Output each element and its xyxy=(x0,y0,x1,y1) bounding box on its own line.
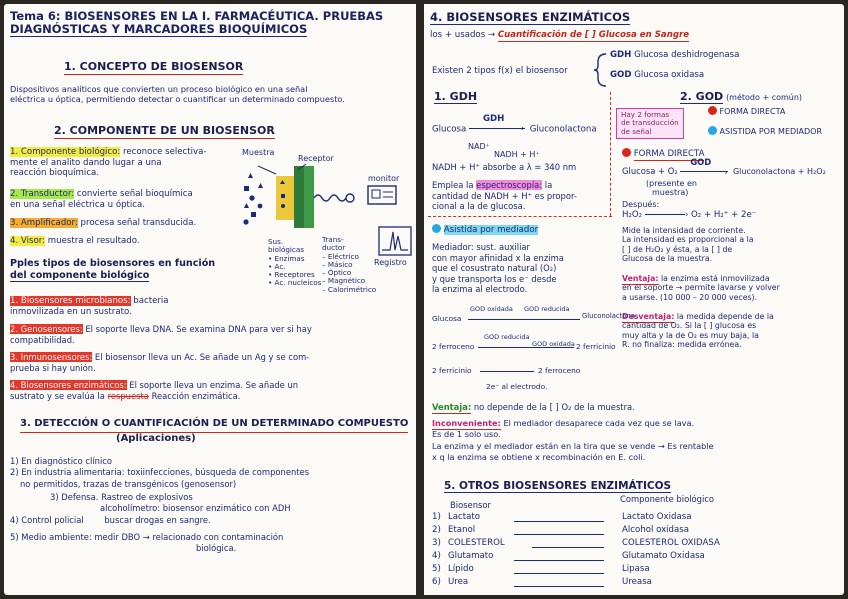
brace-icon xyxy=(592,52,608,88)
s5-table xyxy=(432,512,832,590)
title-line-1: Tema 6: BIOSENSORES EN LA I. FARMACÉUTICA. PRUEBAS xyxy=(10,9,384,23)
types-intro: Existen 2 tipos f(x) el biosensor xyxy=(432,66,568,76)
table-row: 2) Etanol Alcohol oxidasa xyxy=(432,525,690,535)
type-god: GOD Glucosa oxidasa xyxy=(610,70,705,80)
application-1: 1) En diagnóstico clínico xyxy=(10,456,113,466)
forma-directa-presente: (presente en muestra) xyxy=(646,179,697,197)
table-row: 4) Glutamato Glutamato Oxidasa xyxy=(432,551,705,561)
transduction-forms-box: Hay 2 formas de transducción de señal xyxy=(616,108,684,139)
gdh-cofactor-nadh: NADH + H⁺ xyxy=(494,150,540,159)
type-1: 1. Biosensores microbianos: bacteria inmovilizada en un sustrato. xyxy=(10,296,169,317)
diagram-label-monitor: monitor xyxy=(368,174,400,183)
component-2-tag: 2. Transductor: xyxy=(10,189,75,199)
gdh-reaction: Glucosa GDH › Gluconolactona xyxy=(432,114,597,135)
type-4-tag: 4. Biosensores enzimáticos: xyxy=(10,380,127,390)
application-5: 5) Medio ambiente: medir DBO → relacionado con contaminación xyxy=(10,532,284,543)
table-row: 5) Lípido Lipasa xyxy=(432,564,650,574)
forma-directa-h2o2-reaction: H₂O₂ › O₂ + H₂⁺ + 2e⁻ xyxy=(622,210,757,220)
forma-directa-reaction: Glucosa + O₂ GOD › Gluconolactona + H₂O₂ xyxy=(622,156,826,177)
connection-wire xyxy=(314,195,346,201)
types-heading: Pples tipos de biosensores en función del componente biológico xyxy=(10,258,216,281)
forma-directa-ventaja: Ventaja: la enzima está inmovilizada en el soporte → permite lavarse y volver a usarse. (10 000 – 20 000 veces). xyxy=(622,274,780,302)
forma-directa-desventaja: Desventaja: la medida depende de la cantidad de O₂. Si la [ ] glucosa es muy alta y la de O₂ es muy baja, la R. no finaliza: medida errónea. xyxy=(622,312,774,350)
type-4: 4. Biosensores enzimáticos: El soporte lleva un enzima. Se añade un sustrato y se evalúa la respuesta Reacción enzimática. xyxy=(10,380,299,401)
component-3-tag: 3. Amplificador: xyxy=(10,218,78,228)
asistida-mediador: Mediador: sust. auxiliar con mayor afinidad x la enzima que el cosustrato natural (O₂) y que transporta los e⁻ desde la enzima al electrodo. xyxy=(432,242,564,294)
option-forma-directa: FORMA DIRECTA xyxy=(708,106,785,117)
component-2: 2. Transductor: convierte señal bioquímica en una señal eléctrica u óptica. xyxy=(10,189,193,210)
section-1-body xyxy=(10,84,410,105)
blue-dot-icon xyxy=(708,126,717,135)
gdh-heading: 1. GDH xyxy=(434,90,478,103)
gdh-cofactor-nad: NAD⁺ xyxy=(468,142,490,151)
section-5-heading: 5. OTROS BIOSENSORES ENZIMÁTICOS xyxy=(444,480,672,492)
type-3: 3. Inmunosensores: El biosensor lleva un Ac. Se añade un Ag y se com- prueba si hay unión. xyxy=(10,352,310,373)
diagram-label-muestra: Muestra xyxy=(242,148,275,157)
section-3-heading: 3. DETECCIÓN O CUANTIFICACIÓN DE UN DETERMINADO COMPUESTO (Aplicaciones) xyxy=(20,418,409,444)
right-page xyxy=(424,4,844,595)
title-line-2: DIAGNÓSTICAS Y MARCADORES BIOQUÍMICOS xyxy=(10,22,308,37)
biosensor-diagram xyxy=(240,148,412,294)
asistida-ventaja: Ventaja: no depende de la [ ] O₂ de la muestra. xyxy=(432,402,635,412)
left-page xyxy=(4,4,416,595)
s1-line-2: eléctrica u óptica, permitiendo detectar o cuantificar un determinado compuesto. xyxy=(10,94,345,105)
asistida-reactions: Glucosa GOD oxidada GOD reducida Gluconolactona 2 ferroceno GOD reducida GOD oxidada 2 ferricinio 2 ferricinio 2 ferroceno 2e⁻ al electrodo. xyxy=(432,305,635,391)
registro-graph-icon xyxy=(378,226,412,256)
diagram-label-receptor: Receptor xyxy=(298,154,334,163)
page-title xyxy=(10,10,410,37)
gdh-absorbe: NADH + H⁺ absorbe a λ = 340 nm xyxy=(432,162,577,172)
table-row: 3) COLESTEROL COLESTEROL OXIDASA xyxy=(432,538,720,548)
application-3: 3) Defensa. Rastreo de explosivos xyxy=(50,492,193,503)
component-4-tag: 4. Visor: xyxy=(10,236,46,246)
type-2: 2. Genosensores: El soporte lleva DNA. Se examina DNA para ver si hay compatibilidad. xyxy=(10,324,312,345)
dashed-divider-horizontal xyxy=(428,216,612,217)
s5-column-componente: Componente biológico xyxy=(620,494,715,504)
biosensor-schematic xyxy=(240,156,412,236)
forma-directa-mide: Mide la intensidad de corriente. La intensidad es proporcional a la [ ] de H₂O₂ y ésta, a la [ ] de Glucosa de la muestra. xyxy=(622,226,754,264)
diagram-transductor-list: Trans- ductor – Eléctrico – Másico – Óptico – Magnético – Calorimétrico xyxy=(322,235,377,294)
applications-list: 1) En diagnóstico clínico 2) En industria alimentaria: toxiinfecciones, búsqueda de componentes no permitidos, trazas de transgénicos (genosensor) 3) Defensa. Rastreo de explosivos alcoholímetro: biosensor enzimático con ADH 4) Control policial buscar drogas en sangre. 5) Medio ambiente: medir DBO → relacionado con contaminación biológica. xyxy=(10,456,310,554)
forma-directa-despues: Después: xyxy=(622,200,660,209)
type-gdh: GDH Glucosa deshidrogenasa xyxy=(610,50,740,60)
option-asistida: ASISTIDA POR MEDIADOR xyxy=(708,126,822,137)
component-1-tag: 1. Componente biológico: xyxy=(10,147,121,157)
forma-directa-heading: FORMA DIRECTA xyxy=(622,148,704,160)
application-4: 4) Control policial xyxy=(10,514,84,525)
section-1-heading: 1. CONCEPTO DE BIOSENSOR xyxy=(64,60,244,73)
sample-particles xyxy=(243,173,263,225)
transductor-layer xyxy=(294,166,304,228)
component-3: 3. Amplificador: procesa señal transducida. xyxy=(10,218,197,228)
diagram-label-registro: Registro xyxy=(374,258,407,267)
table-row: 1) Lactato Lactato Oxidasa xyxy=(432,512,692,522)
red-dot-icon xyxy=(708,106,717,115)
type-1-tag: 1. Biosensores microbianos: xyxy=(10,296,131,306)
table-row: 6) Urea Ureasa xyxy=(432,577,652,587)
application-2: 2) En industria alimentaria: toxiinfecciones, búsqueda de componentes xyxy=(10,467,310,478)
section-4-heading: 4. BIOSENSORES ENZIMÁTICOS xyxy=(430,10,631,24)
component-4: 4. Visor: muestra el resultado. xyxy=(10,236,140,246)
type-2-tag: 2. Genosensores: xyxy=(10,324,83,334)
type-3-tag: 3. Inmunosensores: xyxy=(10,352,93,362)
section-4-subtitle: los + usados → Cuantificación de [ ] Glucosa en Sangre xyxy=(430,30,690,40)
god-heading: 2. GOD (método + común) xyxy=(680,90,803,103)
diagram-receptor-list: Sus. biológicas • Enzimas • Ac. • Receptores • Ac. nucleicos xyxy=(268,237,322,288)
asistida-heading: Asistida por mediador xyxy=(432,224,538,236)
s5-column-biosensor: Biosensor xyxy=(450,500,491,510)
component-1: 1. Componente biológico: reconoce selectiva- mente el analito dando lugar a una reacción bioquímica. xyxy=(10,147,207,179)
dashed-divider-vertical xyxy=(610,92,611,216)
s1-line-1: Dispositivos analíticos que convierten un proceso biológico en una señal xyxy=(10,84,308,94)
gdh-espectroscopia: Emplea la espectroscopía: la cantidad de NADH + H⁺ es propor- cional a la de glucosa. xyxy=(432,180,577,211)
section-2-heading: 2. COMPONENTE DE UN BIOSENSOR xyxy=(54,124,275,137)
asistida-inconveniente: Inconveniente: El mediador desaparece cada vez que se lava. Es de 1 solo uso. La enzima y el mediador están en la tira que se vende → Es rentable x q la enzima se obtiene x recombinación en E. coli. xyxy=(432,418,714,463)
